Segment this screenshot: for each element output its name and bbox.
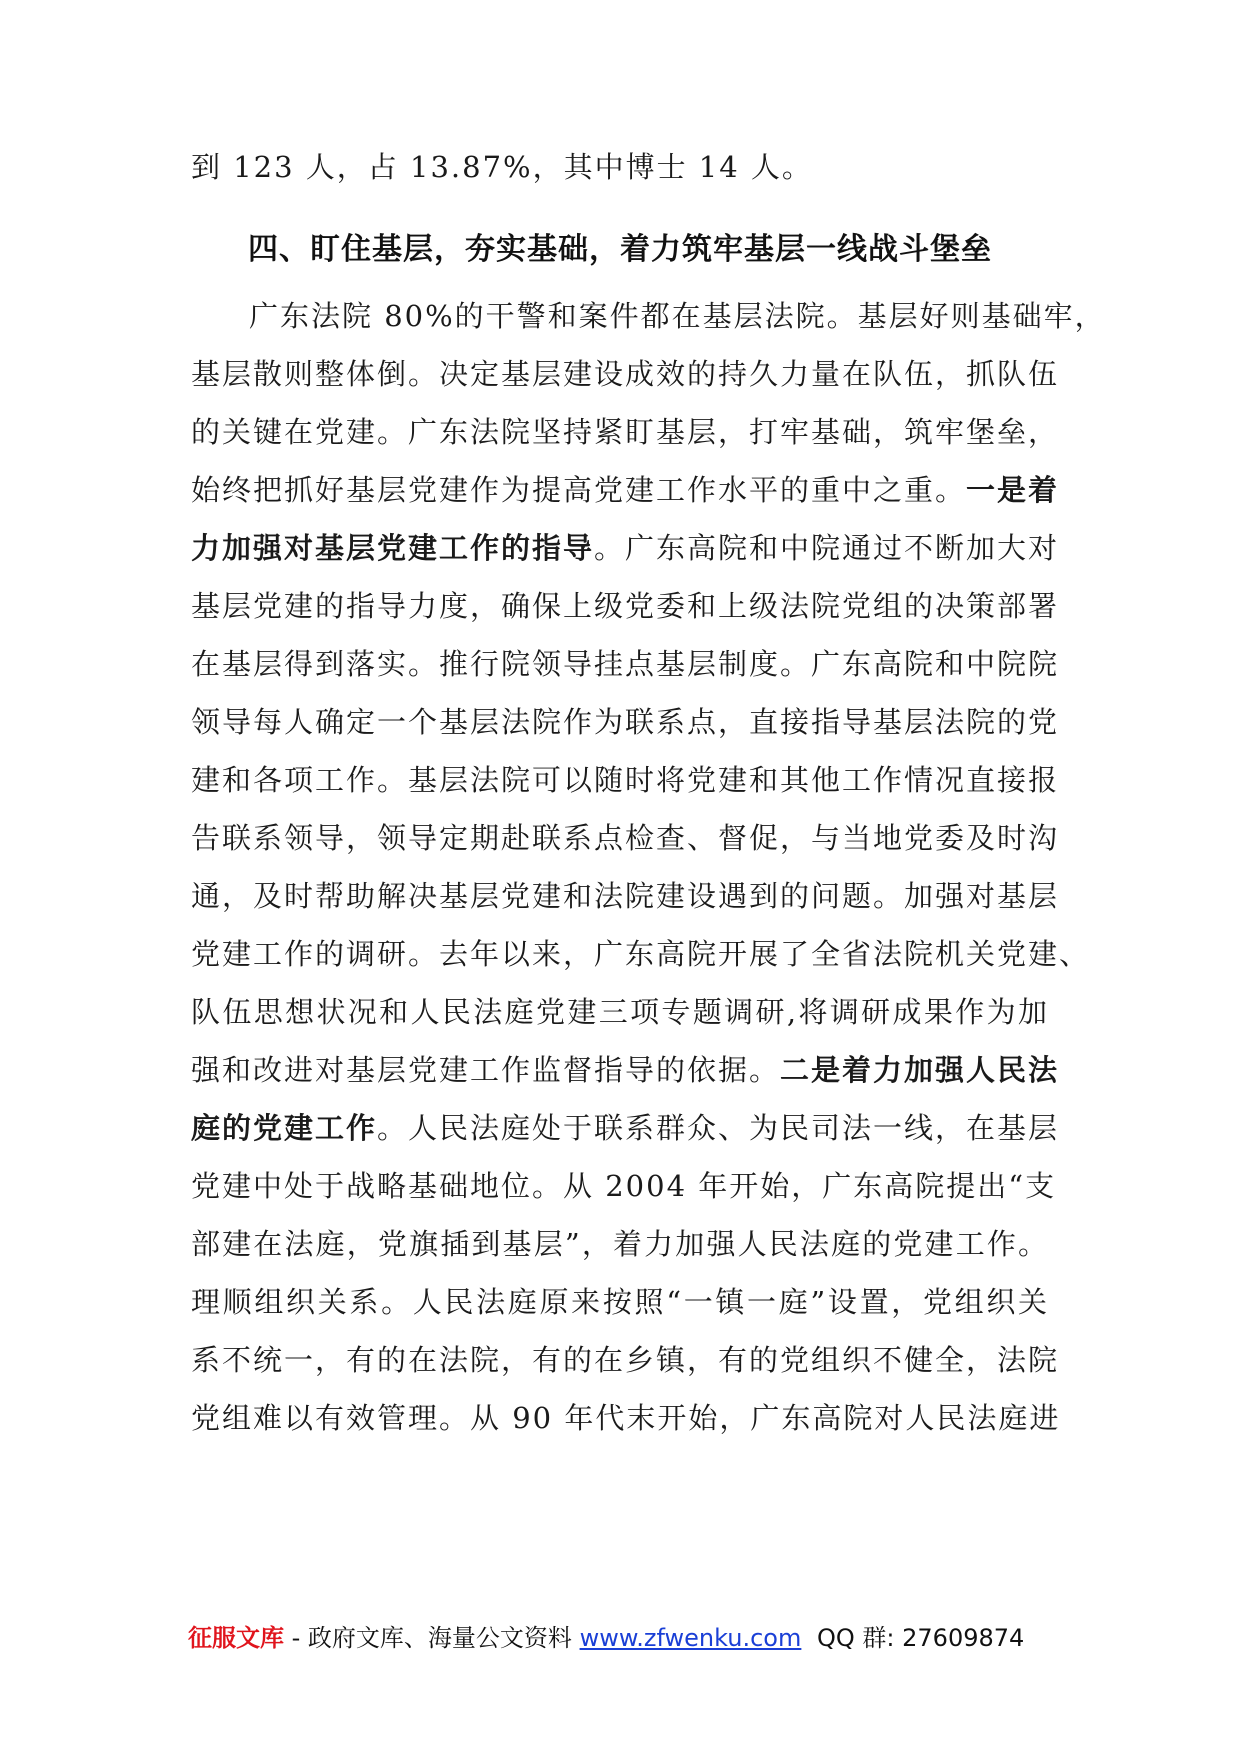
paragraph-line: 基层党建的指导力度，确保上级党委和上级法院党组的决策部署 (191, 589, 1060, 623)
paragraph-line: 广东法院 80%的干警和案件都在基层法院。基层好则基础牢， (249, 299, 1106, 333)
paragraph-line (191, 470, 1060, 510)
footer-banner (188, 1618, 1024, 1658)
paragraph-line: 党组难以有效管理。从 90 年代末开始，广东高院对人民法庭进 (191, 1401, 1061, 1435)
emphasis-text: 庭的党建工作 (191, 1111, 378, 1145)
paragraph-line (191, 1108, 1060, 1148)
footer-qq: QQ 群: 27609874 (817, 1624, 1025, 1652)
footer-url-link[interactable]: www.zfwenku.com (579, 1624, 802, 1652)
paragraph-line: 系不统一，有的在法院，有的在乡镇，有的党组织不健全，法院 (191, 1343, 1060, 1377)
paragraph-line: 到 123 人，占 13.87%，其中博士 14 人。 (191, 150, 813, 184)
emphasis-text: 二是着力加强人民法 (780, 1053, 1060, 1087)
paragraph-line: 理顺组织关系。人民法庭原来按照“一镇一庭”设置，党组织关 (191, 1285, 1049, 1319)
paragraph-line: 队伍思想状况和人民法庭党建三项专题调研,将调研成果作为加 (191, 995, 1049, 1029)
paragraph-line: 的关键在党建。广东法院坚持紧盯基层，打牢基础，筑牢堡垒， (191, 415, 1060, 449)
paragraph-line: 在基层得到落实。推行院领导挂点基层制度。广东高院和中院院 (191, 647, 1060, 681)
paragraph-line: 基层散则整体倒。决定基层建设成效的持久力量在队伍，抓队伍 (191, 357, 1060, 391)
paragraph-text: 。人民法庭处于联系群众、为民司法一线，在基层 (377, 1111, 1060, 1145)
emphasis-text: 力加强对基层党建工作的指导 (191, 531, 595, 565)
emphasis-text: 一是着 (966, 473, 1060, 507)
paragraph-line: 党建中处于战略基础地位。从 2004 年开始，广东高院提出“支 (191, 1169, 1057, 1203)
section-heading: 四、盯住基层，夯实基础，着力筑牢基层一线战斗堡垒 (248, 232, 992, 267)
paragraph-line: 党建工作的调研。去年以来，广东高院开展了全省法院机关党建、 (191, 937, 1091, 971)
paragraph-line: 建和各项工作。基层法院可以随时将党建和其他工作情况直接报 (191, 763, 1060, 797)
footer-separator: - (284, 1624, 308, 1652)
paragraph-line: 部建在法庭，党旗插到基层”，着力加强人民法庭的党建工作。 (191, 1227, 1049, 1261)
footer-tagline: 政府文库、海量公文资料 (307, 1624, 572, 1652)
paragraph-line: 领导每人确定一个基层法院作为联系点，直接指导基层法院的党 (191, 705, 1060, 739)
paragraph-text: 。广东高院和中院通过不断加大对 (594, 531, 1060, 565)
paragraph-line (191, 1050, 1060, 1090)
paragraph-line: 通，及时帮助解决基层党建和法院建设遇到的问题。加强对基层 (191, 879, 1060, 913)
footer-brand: 征服文库 (188, 1624, 284, 1652)
paragraph-text: 始终把抓好基层党建作为提高党建工作水平的重中之重。 (191, 473, 967, 507)
paragraph-text: 强和改进对基层党建工作监督指导的依据。 (191, 1053, 781, 1087)
paragraph-line (191, 528, 1060, 568)
paragraph-line: 告联系领导，领导定期赴联系点检查、督促，与当地党委及时沟 (191, 821, 1060, 855)
